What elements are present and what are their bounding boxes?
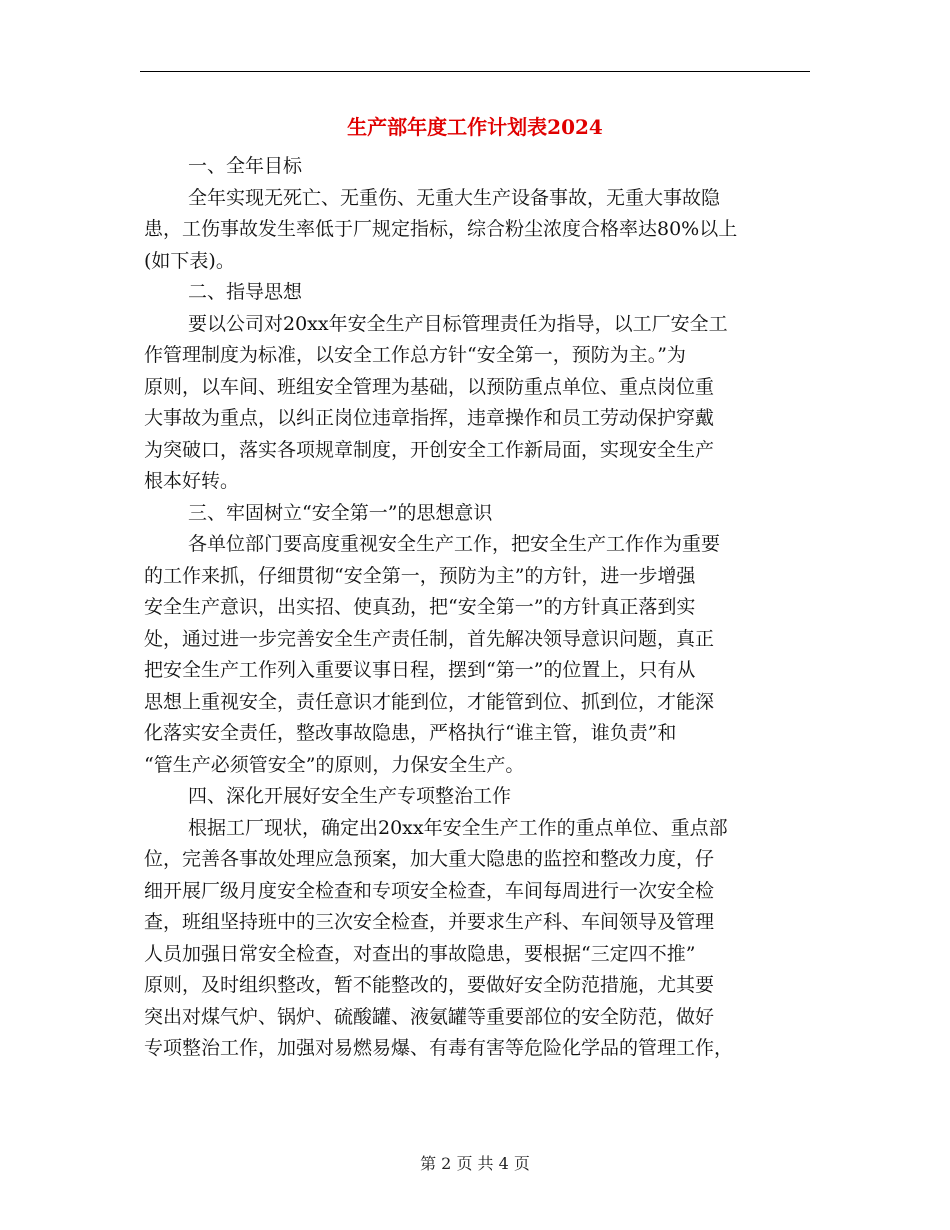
body-line: 的工作来抓，仔细贯彻“安全第一，预防为主”的方针，进一步增强 [144, 564, 696, 587]
body-line: 三、牢固树立“安全第一”的思想意识 [188, 501, 493, 524]
body-line: 安全生产意识，出实招、使真劲，把“安全第一”的方针真正落到实 [144, 596, 696, 618]
body-line: 人员加强日常安全检查，对查出的事故隐患，要根据“三定四不推” [144, 942, 696, 965]
body-line: 要以公司对20xx年安全生产目标管理责任为指导，以工厂安全工 [188, 312, 728, 335]
body-line: “管生产必须管安全”的原则，力保安全生产。 [144, 753, 525, 776]
body-line: 各单位部门要高度重视安全生产工作，把安全生产工作作为重要 [188, 533, 721, 555]
body-line: 为突破口，落实各项规章制度，开创安全工作新局面，实现安全生产 [144, 438, 715, 461]
body-line: 全年实现无死亡、无重伤、无重大生产设备事故，无重大事故隐 [188, 186, 721, 209]
body-line: 思想上重视安全，责任意识才能到位，才能管到位、抓到位，才能深 [144, 690, 715, 713]
page-number-footer: 第 2 页 共 4 页 [420, 1154, 530, 1173]
body-line: 位，完善各事故处理应急预案，加大重大隐患的监控和整改力度，仔 [144, 848, 715, 870]
document-body [144, 151, 811, 1065]
body-line: 突出对煤气炉、锅炉、硫酸罐、液氨罐等重要部位的安全防范，做好 [144, 1005, 715, 1028]
body-line: 根本好转。 [144, 470, 240, 492]
body-line: 四、深化开展好安全生产专项整治工作 [188, 785, 512, 807]
body-line: 一、全年目标 [188, 155, 303, 177]
body-line: 原则，及时组织整改，暂不能整改的，要做好安全防范措施，尤其要 [144, 974, 715, 996]
body-line: 根据工厂现状，确定出20xx年安全生产工作的重点单位、重点部 [188, 816, 728, 839]
body-line: 作管理制度为标准，以安全工作总方针“安全第一，预防为主。”为 [144, 344, 686, 366]
body-line: 查，班组坚持班中的三次安全检查，并要求生产科、车间领导及管理 [144, 911, 715, 933]
body-line: 处，通过进一步完善安全生产责任制，首先解决领导意识问题，真正 [144, 627, 715, 650]
body-line: 原则，以车间、班组安全管理为基础，以预防重点单位、重点岗位重 [144, 375, 715, 398]
document-title: 生产部年度工作计划表2024 [347, 115, 603, 139]
body-line: 患，工伤事故发生率低于厂规定指标，综合粉尘浓度合格率达80%以上 [144, 218, 738, 240]
body-line: 细开展厂级月度安全检查和专项安全检查，车间每周进行一次安全检 [144, 879, 715, 902]
body-line: 大事故为重点，以纠正岗位违章指挥，违章操作和员工劳动保护穿戴 [144, 407, 715, 429]
body-line: 化落实安全责任，整改事故隐患，严格执行“谁主管，谁负责”和 [144, 722, 677, 744]
body-line: 把安全生产工作列入重要议事日程，摆到“第一”的位置上，只有从 [144, 659, 696, 681]
body-line: 二、指导思想 [188, 281, 303, 303]
body-line: 专项整治工作，加强对易燃易爆、有毒有害等危险化学品的管理工作， [144, 1037, 734, 1059]
body-line: (如下表)。 [144, 249, 235, 272]
header-rule [140, 71, 810, 72]
